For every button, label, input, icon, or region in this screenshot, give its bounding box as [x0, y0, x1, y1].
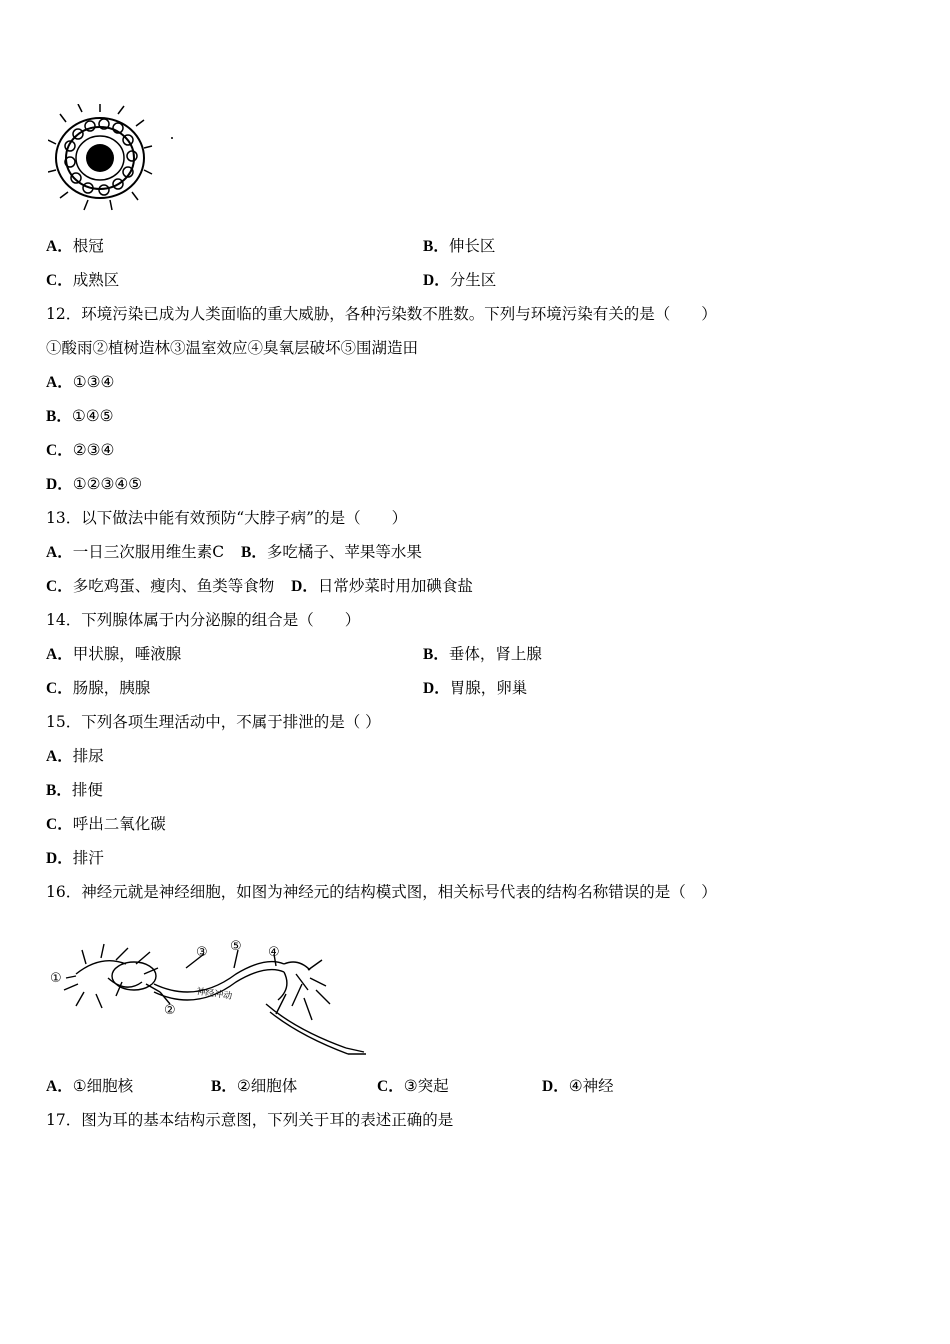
question-17-stem: 17．图为耳的基本结构示意图，下列关于耳的表述正确的是	[46, 1111, 454, 1129]
option-a[interactable]: A．①③④	[46, 373, 115, 391]
option-b[interactable]: B．②细胞体	[211, 1077, 298, 1095]
option-row	[46, 236, 496, 257]
option-c[interactable]: C．呼出二氧化碳	[46, 815, 166, 833]
option-row	[46, 644, 542, 665]
option-c[interactable]: C．肠腺，胰腺	[46, 679, 151, 697]
option-a[interactable]: A．一日三次服用维生素C	[46, 543, 225, 561]
option-b[interactable]: B．多吃橘子、苹果等水果	[241, 543, 422, 561]
option-row	[46, 1076, 614, 1097]
option-d[interactable]: D．排汗	[46, 849, 104, 867]
option-row	[46, 678, 528, 699]
axon-label: 神经冲动	[195, 987, 233, 1002]
option-c[interactable]: C．多吃鸡蛋、瘦肉、鱼类等食物	[46, 577, 275, 595]
option-d[interactable]: D．胃腺，卵巢	[423, 679, 528, 697]
option-d[interactable]: D．分生区	[423, 271, 497, 289]
option-c[interactable]: C．③突起	[377, 1077, 449, 1095]
question-14-stem: 14．下列腺体属于内分泌腺的组合是（ ）	[46, 611, 361, 629]
option-row	[46, 270, 497, 291]
option-a[interactable]: A．排尿	[46, 747, 104, 765]
label-2: ②	[164, 1003, 176, 1018]
option-c[interactable]: C．成熟区	[46, 271, 120, 289]
option-b[interactable]: B．①④⑤	[46, 407, 114, 425]
option-c[interactable]: C．②③④	[46, 441, 115, 459]
option-d[interactable]: D．①②③④⑤	[46, 475, 143, 493]
question-16-stem: 16．神经元就是神经细胞，如图为神经元的结构模式图，相关标号代表的结构名称错误的是（ ）	[46, 883, 717, 901]
option-a[interactable]: A．①细胞核	[46, 1077, 134, 1095]
neuron-diagram	[46, 934, 376, 1062]
option-d[interactable]: D．④神经	[542, 1077, 614, 1095]
label-4: ④	[268, 945, 280, 960]
label-1: ①	[50, 971, 62, 986]
question-12-stem: 12．环境污染已成为人类面临的重大威胁，各种污染数不胜数。下列与环境污染有关的是（ ）	[46, 305, 717, 323]
question-13-stem: 13．以下做法中能有效预防“大脖子病”的是（ ）	[46, 509, 408, 527]
question-12-items: ①酸雨②植树造林③温室效应④臭氧层破坏⑤围湖造田	[46, 339, 419, 357]
option-row	[46, 576, 473, 597]
option-b[interactable]: B．伸长区	[423, 237, 496, 255]
question-15-stem: 15．下列各项生理活动中，不属于排泄的是（ ）	[46, 713, 381, 731]
root-cross-section-figure	[48, 104, 178, 216]
option-b[interactable]: B．垂体，肾上腺	[423, 645, 542, 663]
option-d[interactable]: D．日常炒菜时用加碘食盐	[291, 577, 473, 595]
label-3: ③	[196, 945, 208, 960]
label-5: ⑤	[230, 939, 242, 954]
option-a[interactable]: A．甲状腺，唾液腺	[46, 645, 182, 663]
option-row	[46, 542, 422, 563]
option-a[interactable]: A．根冠	[46, 237, 104, 255]
option-b[interactable]: B．排便	[46, 781, 103, 799]
